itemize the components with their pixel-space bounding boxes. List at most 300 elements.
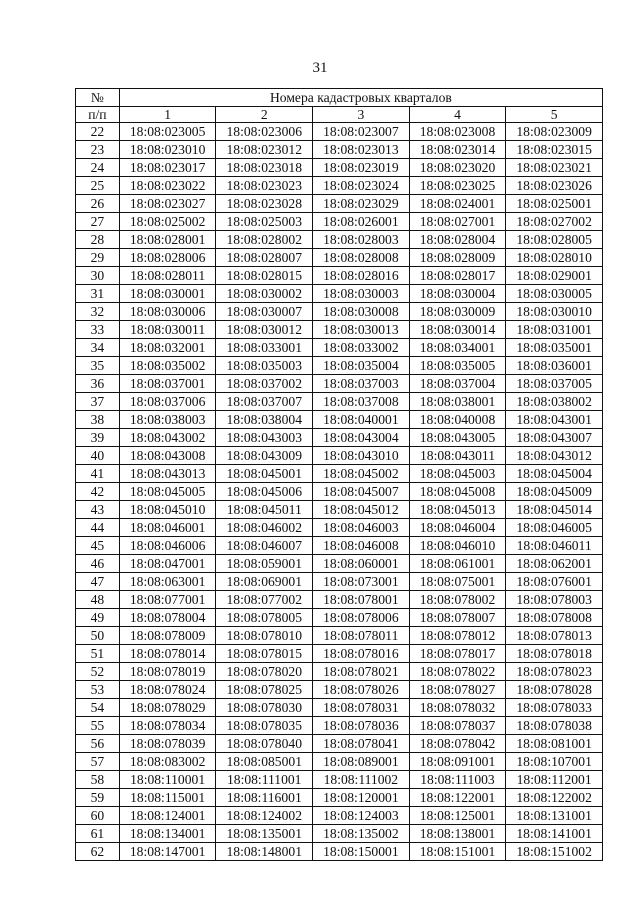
row-number-cell: 59 [76, 789, 120, 807]
table-row [76, 555, 603, 573]
row-number-cell: 60 [76, 807, 120, 825]
cadastral-number-cell: 18:08:023007 [313, 123, 410, 141]
cadastral-number-cell: 18:08:028015 [216, 267, 313, 285]
cadastral-number-cell: 18:08:078031 [313, 699, 410, 717]
cadastral-number-cell: 18:08:043007 [506, 429, 603, 447]
cadastral-number-cell: 18:08:135001 [216, 825, 313, 843]
cadastral-number-cell: 18:08:030010 [506, 303, 603, 321]
cadastral-number-cell: 18:08:091001 [409, 753, 506, 771]
cadastral-number-cell: 18:08:045001 [216, 465, 313, 483]
cadastral-number-cell: 18:08:030014 [409, 321, 506, 339]
row-number-cell: 27 [76, 213, 120, 231]
table-row [76, 843, 603, 861]
header-row-group [76, 89, 603, 107]
cadastral-number-cell: 18:08:078016 [313, 645, 410, 663]
cadastral-number-cell: 18:08:023014 [409, 141, 506, 159]
cadastral-number-cell: 18:08:038004 [216, 411, 313, 429]
table-row [76, 825, 603, 843]
cadastral-number-cell: 18:08:043005 [409, 429, 506, 447]
row-number-cell: 62 [76, 843, 120, 861]
table-row [76, 789, 603, 807]
cadastral-number-cell: 18:08:023010 [119, 141, 216, 159]
cadastral-number-cell: 18:08:111002 [313, 771, 410, 789]
cadastral-number-cell: 18:08:061001 [409, 555, 506, 573]
cadastral-number-cell: 18:08:046001 [119, 519, 216, 537]
cadastral-number-cell: 18:08:124003 [313, 807, 410, 825]
row-number-header-line1: № [76, 89, 120, 107]
row-number-cell: 38 [76, 411, 120, 429]
row-number-cell: 56 [76, 735, 120, 753]
cadastral-number-cell: 18:08:030008 [313, 303, 410, 321]
cadastral-number-cell: 18:08:078009 [119, 627, 216, 645]
cadastral-number-cell: 18:08:120001 [313, 789, 410, 807]
row-number-cell: 39 [76, 429, 120, 447]
cadastral-number-cell: 18:08:023028 [216, 195, 313, 213]
row-number-cell: 61 [76, 825, 120, 843]
cadastral-number-cell: 18:08:078015 [216, 645, 313, 663]
cadastral-number-cell: 18:08:045003 [409, 465, 506, 483]
cadastral-number-cell: 18:08:030002 [216, 285, 313, 303]
table-row [76, 447, 603, 465]
cadastral-number-cell: 18:08:028007 [216, 249, 313, 267]
table-row [76, 483, 603, 501]
cadastral-number-cell: 18:08:023020 [409, 159, 506, 177]
cadastral-number-cell: 18:08:085001 [216, 753, 313, 771]
row-number-cell: 45 [76, 537, 120, 555]
row-number-cell: 32 [76, 303, 120, 321]
table-row [76, 429, 603, 447]
cadastral-number-cell: 18:08:045009 [506, 483, 603, 501]
cadastral-number-cell: 18:08:028011 [119, 267, 216, 285]
row-number-cell: 48 [76, 591, 120, 609]
cadastral-number-cell: 18:08:027002 [506, 213, 603, 231]
cadastral-number-cell: 18:08:028004 [409, 231, 506, 249]
cadastral-number-cell: 18:08:110001 [119, 771, 216, 789]
cadastral-number-cell: 18:08:023023 [216, 177, 313, 195]
column-number-header: 3 [313, 107, 410, 123]
cadastral-number-cell: 18:08:078030 [216, 699, 313, 717]
cadastral-number-cell: 18:08:045007 [313, 483, 410, 501]
cadastral-number-cell: 18:08:078020 [216, 663, 313, 681]
table-row [76, 339, 603, 357]
cadastral-number-cell: 18:08:047001 [119, 555, 216, 573]
cadastral-number-cell: 18:08:089001 [313, 753, 410, 771]
row-number-cell: 43 [76, 501, 120, 519]
cadastral-number-cell: 18:08:078013 [506, 627, 603, 645]
cadastral-number-cell: 18:08:076001 [506, 573, 603, 591]
table-row [76, 501, 603, 519]
cadastral-number-cell: 18:08:045012 [313, 501, 410, 519]
row-number-cell: 55 [76, 717, 120, 735]
table-row [76, 465, 603, 483]
cadastral-number-cell: 18:08:045006 [216, 483, 313, 501]
cadastral-number-cell: 18:08:078035 [216, 717, 313, 735]
cadastral-number-cell: 18:08:026001 [313, 213, 410, 231]
cadastral-number-cell: 18:08:023029 [313, 195, 410, 213]
group-header: Номера кадастровых кварталов [119, 89, 602, 107]
cadastral-number-cell: 18:08:045008 [409, 483, 506, 501]
cadastral-number-cell: 18:08:078036 [313, 717, 410, 735]
cadastral-number-cell: 18:08:028006 [119, 249, 216, 267]
table-row [76, 807, 603, 825]
row-number-cell: 24 [76, 159, 120, 177]
cadastral-number-cell: 18:08:030007 [216, 303, 313, 321]
cadastral-number-cell: 18:08:078041 [313, 735, 410, 753]
cadastral-number-cell: 18:08:038001 [409, 393, 506, 411]
cadastral-number-cell: 18:08:030004 [409, 285, 506, 303]
table-row [76, 195, 603, 213]
cadastral-number-cell: 18:08:111003 [409, 771, 506, 789]
cadastral-number-cell: 18:08:023022 [119, 177, 216, 195]
cadastral-number-cell: 18:08:141001 [506, 825, 603, 843]
table-row [76, 321, 603, 339]
cadastral-number-cell: 18:08:030003 [313, 285, 410, 303]
cadastral-number-cell: 18:08:078011 [313, 627, 410, 645]
cadastral-number-cell: 18:08:122001 [409, 789, 506, 807]
cadastral-number-cell: 18:08:030006 [119, 303, 216, 321]
cadastral-number-cell: 18:08:043008 [119, 447, 216, 465]
row-number-cell: 44 [76, 519, 120, 537]
cadastral-number-cell: 18:08:148001 [216, 843, 313, 861]
table-body [76, 123, 603, 861]
table-row [76, 681, 603, 699]
cadastral-number-cell: 18:08:135002 [313, 825, 410, 843]
table-row [76, 177, 603, 195]
cadastral-number-cell: 18:08:078040 [216, 735, 313, 753]
cadastral-number-cell: 18:08:030012 [216, 321, 313, 339]
cadastral-number-cell: 18:08:033001 [216, 339, 313, 357]
table-row [76, 141, 603, 159]
row-number-cell: 29 [76, 249, 120, 267]
cadastral-number-cell: 18:08:075001 [409, 573, 506, 591]
row-number-cell: 51 [76, 645, 120, 663]
table-row [76, 411, 603, 429]
cadastral-number-cell: 18:08:078026 [313, 681, 410, 699]
cadastral-number-cell: 18:08:037001 [119, 375, 216, 393]
cadastral-number-cell: 18:08:111001 [216, 771, 313, 789]
cadastral-number-cell: 18:08:078006 [313, 609, 410, 627]
cadastral-number-cell: 18:08:062001 [506, 555, 603, 573]
table-row [76, 645, 603, 663]
cadastral-number-cell: 18:08:078039 [119, 735, 216, 753]
cadastral-number-cell: 18:08:029001 [506, 267, 603, 285]
cadastral-number-cell: 18:08:046004 [409, 519, 506, 537]
cadastral-number-cell: 18:08:023025 [409, 177, 506, 195]
cadastral-number-cell: 18:08:078034 [119, 717, 216, 735]
cadastral-number-cell: 18:08:046005 [506, 519, 603, 537]
table-row [76, 735, 603, 753]
cadastral-number-cell: 18:08:078008 [506, 609, 603, 627]
cadastral-number-cell: 18:08:078027 [409, 681, 506, 699]
cadastral-number-cell: 18:08:023021 [506, 159, 603, 177]
cadastral-number-cell: 18:08:078007 [409, 609, 506, 627]
cadastral-number-cell: 18:08:035003 [216, 357, 313, 375]
cadastral-number-cell: 18:08:028003 [313, 231, 410, 249]
cadastral-number-cell: 18:08:077002 [216, 591, 313, 609]
cadastral-number-cell: 18:08:122002 [506, 789, 603, 807]
cadastral-number-cell: 18:08:045005 [119, 483, 216, 501]
cadastral-number-cell: 18:08:045014 [506, 501, 603, 519]
cadastral-number-cell: 18:08:078022 [409, 663, 506, 681]
row-number-cell: 35 [76, 357, 120, 375]
cadastral-number-cell: 18:08:124001 [119, 807, 216, 825]
table-row [76, 771, 603, 789]
cadastral-number-cell: 18:08:150001 [313, 843, 410, 861]
cadastral-number-cell: 18:08:043002 [119, 429, 216, 447]
cadastral-number-cell: 18:08:046002 [216, 519, 313, 537]
cadastral-number-cell: 18:08:023019 [313, 159, 410, 177]
cadastral-number-cell: 18:08:060001 [313, 555, 410, 573]
cadastral-number-cell: 18:08:078017 [409, 645, 506, 663]
row-number-cell: 40 [76, 447, 120, 465]
row-number-cell: 42 [76, 483, 120, 501]
cadastral-number-cell: 18:08:078003 [506, 591, 603, 609]
row-number-cell: 36 [76, 375, 120, 393]
cadastral-number-cell: 18:08:028001 [119, 231, 216, 249]
cadastral-number-cell: 18:08:078019 [119, 663, 216, 681]
cadastral-number-cell: 18:08:078005 [216, 609, 313, 627]
table-row [76, 663, 603, 681]
cadastral-number-cell: 18:08:023018 [216, 159, 313, 177]
cadastral-number-cell: 18:08:040008 [409, 411, 506, 429]
column-number-header: 2 [216, 107, 313, 123]
cadastral-number-cell: 18:08:107001 [506, 753, 603, 771]
table-row [76, 249, 603, 267]
table-row [76, 375, 603, 393]
cadastral-number-cell: 18:08:023027 [119, 195, 216, 213]
table-row [76, 303, 603, 321]
cadastral-number-cell: 18:08:073001 [313, 573, 410, 591]
row-number-cell: 31 [76, 285, 120, 303]
cadastral-number-cell: 18:08:025002 [119, 213, 216, 231]
cadastral-number-cell: 18:08:046010 [409, 537, 506, 555]
row-number-cell: 47 [76, 573, 120, 591]
cadastral-number-cell: 18:08:078001 [313, 591, 410, 609]
cadastral-number-cell: 18:08:138001 [409, 825, 506, 843]
page-number: 31 [312, 60, 328, 76]
row-number-cell: 33 [76, 321, 120, 339]
table-row [76, 231, 603, 249]
cadastral-number-cell: 18:08:046006 [119, 537, 216, 555]
cadastral-number-cell: 18:08:078004 [119, 609, 216, 627]
cadastral-number-cell: 18:08:037003 [313, 375, 410, 393]
cadastral-number-cell: 18:08:045013 [409, 501, 506, 519]
cadastral-number-cell: 18:08:023017 [119, 159, 216, 177]
cadastral-number-cell: 18:08:028016 [313, 267, 410, 285]
table-row [76, 753, 603, 771]
cadastral-number-cell: 18:08:069001 [216, 573, 313, 591]
table-row [76, 393, 603, 411]
cadastral-number-cell: 18:08:037006 [119, 393, 216, 411]
cadastral-number-cell: 18:08:078024 [119, 681, 216, 699]
row-number-cell: 30 [76, 267, 120, 285]
cadastral-number-cell: 18:08:046008 [313, 537, 410, 555]
cadastral-number-cell: 18:08:046011 [506, 537, 603, 555]
cadastral-number-cell: 18:08:078042 [409, 735, 506, 753]
row-number-cell: 34 [76, 339, 120, 357]
cadastral-number-cell: 18:08:043010 [313, 447, 410, 465]
cadastral-number-cell: 18:08:078014 [119, 645, 216, 663]
cadastral-number-cell: 18:08:134001 [119, 825, 216, 843]
cadastral-number-cell: 18:08:028005 [506, 231, 603, 249]
cadastral-number-cell: 18:08:035002 [119, 357, 216, 375]
cadastral-number-cell: 18:08:046003 [313, 519, 410, 537]
cadastral-number-cell: 18:08:078029 [119, 699, 216, 717]
cadastral-number-cell: 18:08:043004 [313, 429, 410, 447]
table-row [76, 699, 603, 717]
row-number-cell: 54 [76, 699, 120, 717]
row-number-cell: 28 [76, 231, 120, 249]
row-number-cell: 53 [76, 681, 120, 699]
cadastral-number-cell: 18:08:030013 [313, 321, 410, 339]
cadastral-number-cell: 18:08:115001 [119, 789, 216, 807]
table-row [76, 519, 603, 537]
row-number-cell: 37 [76, 393, 120, 411]
table-row [76, 285, 603, 303]
cadastral-number-cell: 18:08:043013 [119, 465, 216, 483]
cadastral-number-cell: 18:08:034001 [409, 339, 506, 357]
cadastral-number-cell: 18:08:037008 [313, 393, 410, 411]
row-number-cell: 26 [76, 195, 120, 213]
row-number-cell: 50 [76, 627, 120, 645]
cadastral-number-cell: 18:08:078023 [506, 663, 603, 681]
header-row-columns [76, 107, 603, 123]
cadastral-number-cell: 18:08:030005 [506, 285, 603, 303]
cadastral-number-cell: 18:08:151001 [409, 843, 506, 861]
cadastral-number-cell: 18:08:043012 [506, 447, 603, 465]
cadastral-number-cell: 18:08:116001 [216, 789, 313, 807]
table-row [76, 267, 603, 285]
cadastral-number-cell: 18:08:028010 [506, 249, 603, 267]
row-number-cell: 46 [76, 555, 120, 573]
row-number-cell: 52 [76, 663, 120, 681]
cadastral-number-cell: 18:08:023015 [506, 141, 603, 159]
cadastral-number-cell: 18:08:037007 [216, 393, 313, 411]
row-number-cell: 57 [76, 753, 120, 771]
row-number-cell: 23 [76, 141, 120, 159]
table-row [76, 123, 603, 141]
cadastral-number-cell: 18:08:112001 [506, 771, 603, 789]
cadastral-number-cell: 18:08:078012 [409, 627, 506, 645]
cadastral-number-cell: 18:08:045011 [216, 501, 313, 519]
cadastral-number-cell: 18:08:038003 [119, 411, 216, 429]
table-row [76, 159, 603, 177]
cadastral-number-cell: 18:08:031001 [506, 321, 603, 339]
cadastral-number-cell: 18:08:028008 [313, 249, 410, 267]
cadastral-number-cell: 18:08:045010 [119, 501, 216, 519]
cadastral-number-cell: 18:08:151002 [506, 843, 603, 861]
cadastral-number-cell: 18:08:025003 [216, 213, 313, 231]
column-number-header: 5 [506, 107, 603, 123]
cadastral-number-cell: 18:08:028002 [216, 231, 313, 249]
cadastral-number-cell: 18:08:037005 [506, 375, 603, 393]
cadastral-number-cell: 18:08:147001 [119, 843, 216, 861]
cadastral-number-cell: 18:08:023012 [216, 141, 313, 159]
cadastral-number-cell: 18:08:038002 [506, 393, 603, 411]
cadastral-number-cell: 18:08:078021 [313, 663, 410, 681]
cadastral-number-cell: 18:08:078002 [409, 591, 506, 609]
cadastral-number-cell: 18:08:124002 [216, 807, 313, 825]
cadastral-number-cell: 18:08:025001 [506, 195, 603, 213]
cadastral-number-cell: 18:08:045004 [506, 465, 603, 483]
cadastral-number-cell: 18:08:078018 [506, 645, 603, 663]
cadastral-number-cell: 18:08:078037 [409, 717, 506, 735]
table-row [76, 213, 603, 231]
column-number-header: 1 [119, 107, 216, 123]
table-row [76, 591, 603, 609]
cadastral-number-cell: 18:08:035001 [506, 339, 603, 357]
row-number-cell: 22 [76, 123, 120, 141]
cadastral-number-cell: 18:08:078033 [506, 699, 603, 717]
cadastral-number-cell: 18:08:043003 [216, 429, 313, 447]
cadastral-number-cell: 18:08:083002 [119, 753, 216, 771]
row-number-cell: 41 [76, 465, 120, 483]
cadastral-number-cell: 18:08:023013 [313, 141, 410, 159]
cadastral-number-cell: 18:08:043011 [409, 447, 506, 465]
table-row [76, 609, 603, 627]
cadastral-number-cell: 18:08:078032 [409, 699, 506, 717]
cadastral-number-cell: 18:08:023009 [506, 123, 603, 141]
cadastral-number-cell: 18:08:043001 [506, 411, 603, 429]
cadastral-number-cell: 18:08:059001 [216, 555, 313, 573]
cadastral-number-cell: 18:08:023005 [119, 123, 216, 141]
cadastral-number-cell: 18:08:037002 [216, 375, 313, 393]
cadastral-number-cell: 18:08:046007 [216, 537, 313, 555]
cadastral-number-cell: 18:08:131001 [506, 807, 603, 825]
cadastral-number-cell: 18:08:078028 [506, 681, 603, 699]
cadastral-number-cell: 18:08:030009 [409, 303, 506, 321]
cadastral-number-cell: 18:08:036001 [506, 357, 603, 375]
cadastral-number-cell: 18:08:023024 [313, 177, 410, 195]
cadastral-quarters-table [75, 88, 603, 861]
cadastral-number-cell: 18:08:040001 [313, 411, 410, 429]
cadastral-number-cell: 18:08:032001 [119, 339, 216, 357]
cadastral-number-cell: 18:08:033002 [313, 339, 410, 357]
cadastral-number-cell: 18:08:045002 [313, 465, 410, 483]
table-row [76, 573, 603, 591]
cadastral-number-cell: 18:08:030001 [119, 285, 216, 303]
cadastral-number-cell: 18:08:023008 [409, 123, 506, 141]
cadastral-number-cell: 18:08:023026 [506, 177, 603, 195]
cadastral-number-cell: 18:08:030011 [119, 321, 216, 339]
cadastral-number-cell: 18:08:078025 [216, 681, 313, 699]
row-number-cell: 25 [76, 177, 120, 195]
cadastral-number-cell: 18:08:063001 [119, 573, 216, 591]
cadastral-number-cell: 18:08:077001 [119, 591, 216, 609]
cadastral-number-cell: 18:08:024001 [409, 195, 506, 213]
cadastral-number-cell: 18:08:081001 [506, 735, 603, 753]
table-row [76, 357, 603, 375]
cadastral-number-cell: 18:08:035004 [313, 357, 410, 375]
cadastral-number-cell: 18:08:023006 [216, 123, 313, 141]
cadastral-number-cell: 18:08:125001 [409, 807, 506, 825]
cadastral-number-cell: 18:08:043009 [216, 447, 313, 465]
table-row [76, 537, 603, 555]
cadastral-number-cell: 18:08:035005 [409, 357, 506, 375]
row-number-header-line2: п/п [76, 107, 120, 123]
table-row [76, 717, 603, 735]
table-row [76, 627, 603, 645]
cadastral-number-cell: 18:08:078010 [216, 627, 313, 645]
cadastral-number-cell: 18:08:028017 [409, 267, 506, 285]
cadastral-number-cell: 18:08:027001 [409, 213, 506, 231]
cadastral-number-cell: 18:08:037004 [409, 375, 506, 393]
cadastral-number-cell: 18:08:028009 [409, 249, 506, 267]
cadastral-number-cell: 18:08:078038 [506, 717, 603, 735]
column-number-header: 4 [409, 107, 506, 123]
row-number-cell: 58 [76, 771, 120, 789]
row-number-cell: 49 [76, 609, 120, 627]
